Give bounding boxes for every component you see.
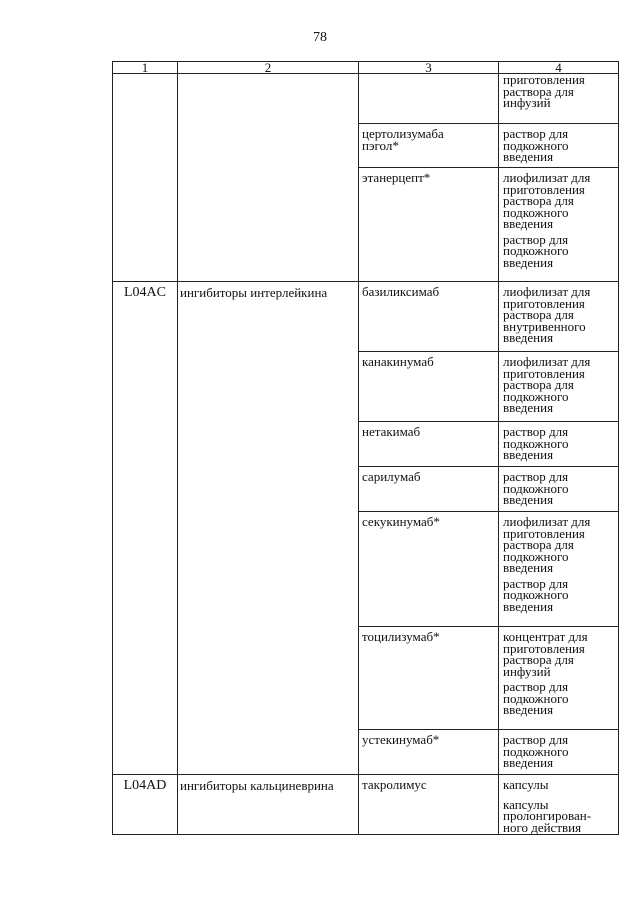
- form-line: раствор для: [503, 679, 569, 694]
- form-line: приготовления: [503, 365, 585, 381]
- form-line: ного действия: [503, 819, 582, 835]
- drug-name: тоцилизумаб*: [362, 629, 440, 644]
- form-line: введения: [503, 492, 554, 507]
- form-line: введения: [503, 598, 554, 614]
- group-name: ингибиторы кальциневрина: [178, 775, 359, 835]
- atc-code: L04AD: [113, 775, 178, 835]
- drug-cell: [359, 627, 499, 730]
- form-line: введения: [503, 702, 554, 717]
- form-line: введения: [503, 330, 554, 345]
- drug-cell: [359, 422, 499, 467]
- form-line: подкожного: [503, 243, 569, 258]
- form-line: раствор для: [503, 424, 569, 439]
- form-line: лиофилизат для: [503, 354, 591, 369]
- form-line: приготовления: [503, 640, 585, 656]
- form-line: раствор для: [503, 575, 569, 591]
- form-line: подкожного: [503, 743, 569, 759]
- form-line: раствора для: [503, 537, 574, 552]
- drug-name: этанерцепт*: [362, 170, 431, 185]
- header-col-1: 1: [113, 62, 178, 74]
- form-cell: [499, 775, 619, 835]
- form-line: подкожного: [503, 435, 569, 451]
- form-cell: [499, 730, 619, 775]
- form-line: подкожного: [503, 548, 569, 564]
- form-line: приготовления: [503, 72, 585, 87]
- form-cell: [499, 168, 619, 282]
- form-line: капсулы: [503, 796, 549, 812]
- drug-cell: [359, 74, 499, 124]
- form-line: раствора для: [503, 377, 574, 392]
- form-cell: [499, 282, 619, 352]
- drug-cell: [359, 775, 499, 835]
- drug-name: базиликсимаб: [362, 284, 440, 299]
- drug-name: сарилумаб: [362, 469, 421, 484]
- drug-cell: [359, 282, 499, 352]
- form-line: раствора для: [503, 193, 574, 208]
- group-cell: [178, 74, 359, 282]
- form-cell: [499, 512, 619, 627]
- form-line: введения: [503, 755, 554, 770]
- form-line: раствор для: [503, 732, 569, 747]
- drug-name: такролимус: [362, 777, 427, 792]
- drug-cell: [359, 467, 499, 512]
- form-line: раствора для: [503, 652, 574, 667]
- form-line: подкожного: [503, 690, 569, 706]
- form-cell: [499, 124, 619, 168]
- atc-code: L04AC: [113, 282, 178, 775]
- form-line: внутривенного: [503, 318, 586, 334]
- form-line: введения: [503, 149, 554, 164]
- form-line: введения: [503, 254, 554, 270]
- form-line: введения: [503, 216, 554, 231]
- drug-name: секукинумаб*: [362, 514, 440, 529]
- form-line: раствор для: [503, 469, 569, 484]
- form-line: капсулы: [503, 777, 549, 792]
- drug-name: канакинумаб: [362, 354, 434, 369]
- form-line: лиофилизат для: [503, 284, 591, 299]
- form-cell: [499, 422, 619, 467]
- form-line: раствора для: [503, 307, 574, 322]
- drug-cell: [359, 512, 499, 627]
- drug-cell: [359, 168, 499, 282]
- drug-name: устекинумаб*: [362, 732, 440, 747]
- form-line: концентрат для: [503, 629, 588, 644]
- form-line: приготовления: [503, 181, 585, 197]
- form-line: подкожного: [503, 480, 569, 496]
- drug-cell: [359, 352, 499, 422]
- form-cell: [499, 467, 619, 512]
- form-line: подкожного: [503, 137, 569, 153]
- drug-cell: [359, 124, 499, 168]
- table-row: [113, 74, 619, 124]
- drug-cell: [359, 730, 499, 775]
- drug-name: цертолизумаба: [362, 126, 444, 141]
- form-line: приготовления: [503, 295, 585, 311]
- form-line: введения: [503, 400, 554, 415]
- form-line: раствор для: [503, 231, 569, 247]
- form-line: введения: [503, 447, 554, 462]
- form-line: лиофилизат для: [503, 514, 591, 529]
- drug-name: нетакимаб: [362, 424, 421, 439]
- form-line: инфузий: [503, 95, 551, 110]
- form-line: приготовления: [503, 525, 585, 541]
- table-row: [113, 282, 619, 352]
- page-number: 78: [313, 30, 327, 45]
- header-col-2: 2: [178, 62, 359, 74]
- form-line: лиофилизат для: [503, 170, 591, 185]
- form-line: подкожного: [503, 204, 569, 220]
- form-cell: [499, 74, 619, 124]
- drug-table: [112, 61, 619, 835]
- form-line: подкожного: [503, 587, 569, 602]
- form-line: раствора для: [503, 83, 574, 99]
- drug-name: пэгол*: [362, 138, 399, 153]
- header-col-4: 4: [499, 62, 619, 74]
- table-row: [113, 775, 619, 835]
- code-cell: [113, 74, 178, 282]
- form-line: введения: [503, 560, 554, 575]
- group-name: ингибиторы интерлейкина: [178, 282, 359, 775]
- form-line: пролонгирован-: [503, 808, 592, 823]
- form-line: раствор для: [503, 126, 569, 141]
- form-line: инфузий: [503, 663, 551, 679]
- form-cell: [499, 352, 619, 422]
- form-line: подкожного: [503, 388, 569, 404]
- form-cell: [499, 627, 619, 730]
- header-col-3: 3: [359, 62, 499, 74]
